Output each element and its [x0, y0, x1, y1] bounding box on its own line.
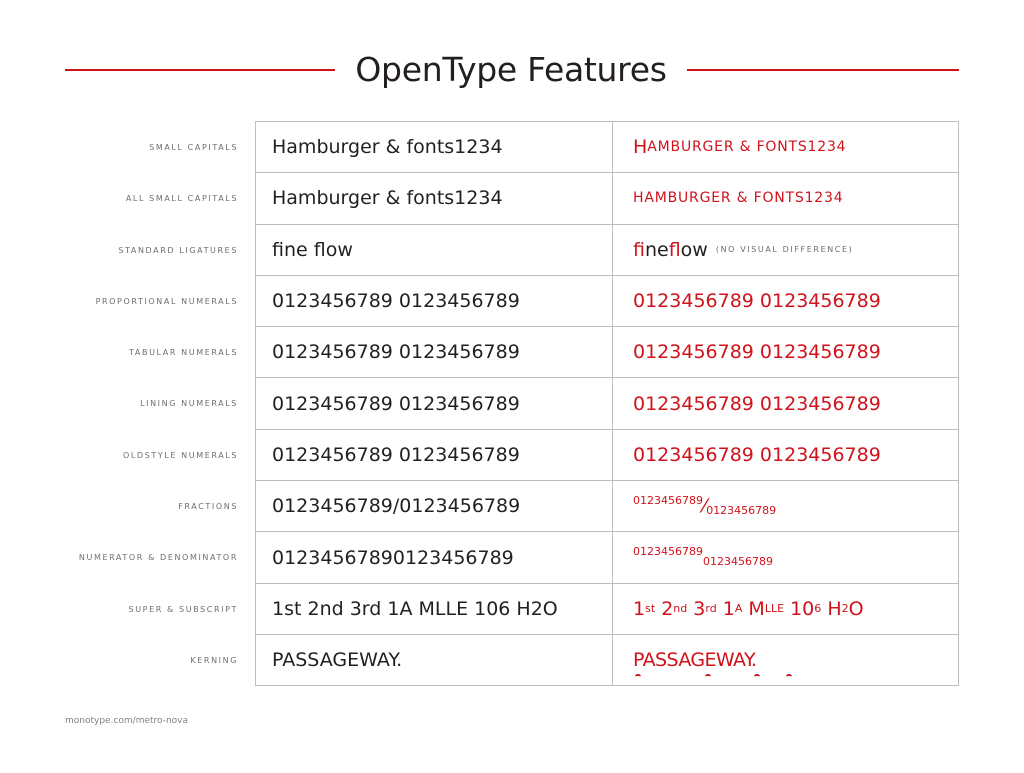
after-cell	[613, 635, 959, 686]
kern-mark	[786, 674, 792, 679]
row-label: OLDSTYLE NUMERALS	[122, 450, 238, 460]
after-small-caps: AMBURGER & FONTS1234	[647, 139, 847, 156]
ligature-fi: fi	[633, 238, 645, 261]
title-bar	[65, 44, 959, 96]
row-label: STANDARD LIGATURES	[118, 245, 238, 255]
numerator: 0123456789	[633, 545, 703, 559]
row-label: PROPORTIONAL NUMERALS	[95, 296, 238, 306]
feature-table	[78, 121, 959, 686]
before-cell: 01234567890123456789	[256, 532, 613, 583]
base-text: 3	[693, 597, 706, 620]
table-row-standard-ligatures	[118, 225, 959, 276]
row-label: LINING NUMERALS	[140, 399, 238, 409]
after-cell	[613, 481, 959, 532]
row-label: ALL SMALL CAPITALS	[125, 194, 238, 204]
denominator: 0123456789	[703, 555, 773, 569]
after-cell	[613, 225, 959, 276]
before-cell: 1st 2nd 3rd 1A MLLE 106 H2O	[256, 584, 613, 635]
after-text: ne	[644, 238, 669, 261]
after-cell: 0123456789 0123456789	[613, 276, 959, 327]
row-label: TABULAR NUMERALS	[129, 348, 238, 358]
before-cell: 0123456789 0123456789	[256, 276, 613, 327]
before-cell: Hamburger & fonts1234	[256, 173, 613, 224]
after-cell: 1 st 2 nd 3 rd 1 A M LLE 10 6 H 2 O	[613, 584, 959, 635]
kerning-text: PASSAGEWAY.	[633, 649, 757, 672]
title-rule-right	[687, 69, 959, 71]
kern-mark	[635, 674, 641, 679]
base-text: 2	[661, 597, 674, 620]
table-row-tabular-numerals	[129, 327, 959, 378]
row-label: KERNING	[190, 655, 238, 665]
after-cell	[613, 122, 959, 173]
before-cell: 0123456789/0123456789	[256, 481, 613, 532]
table-row-numerator-denominator	[78, 532, 959, 583]
kern-mark	[705, 674, 711, 679]
before-cell: 0123456789 0123456789	[256, 327, 613, 378]
after-small-caps: HAMBURGER & FONTS1234	[633, 190, 844, 207]
table-row-kerning	[190, 635, 959, 686]
table-row-super-subscript	[128, 584, 959, 635]
table-row-oldstyle-numerals	[122, 430, 959, 481]
ligature-fl: fl	[668, 238, 681, 261]
base-text: H	[827, 597, 842, 620]
fraction-slash: ⁄	[703, 495, 707, 518]
after-cell: 0123456789 0123456789	[613, 327, 959, 378]
page-title: OpenType Features	[355, 50, 667, 89]
table-row-all-small-capitals	[125, 173, 959, 224]
before-cell: PASSAGEWAY.	[256, 635, 613, 686]
fraction-numerator: 0123456789	[633, 493, 703, 507]
row-label: NUMERATOR & DENOMINATOR	[78, 553, 238, 563]
fraction-denominator: 0123456789	[706, 503, 777, 517]
kerning-sample	[633, 649, 757, 671]
base-text: 1	[722, 597, 735, 620]
after-cell	[613, 532, 959, 583]
after-cell: 0123456789 0123456789	[613, 430, 959, 481]
base-text: 1	[633, 597, 646, 620]
table-row-proportional-numerals	[95, 276, 959, 327]
after-text: ow	[680, 238, 708, 261]
title-rule-left	[65, 69, 335, 71]
before-cell: 0123456789 0123456789	[256, 430, 613, 481]
before-cell: fine flow	[256, 225, 613, 276]
base-text: M	[748, 597, 765, 620]
before-cell: Hamburger & fonts1234	[256, 122, 613, 173]
after-cap: H	[633, 136, 648, 159]
table-row-small-capitals	[149, 122, 959, 173]
kern-mark	[754, 674, 760, 679]
note-text: (NO VISUAL DIFFERENCE)	[715, 245, 854, 255]
table-row-lining-numerals	[140, 378, 959, 429]
after-cell	[613, 173, 959, 224]
footer-url: monotype.com/metro-nova	[65, 716, 189, 726]
base-text: O	[848, 597, 864, 620]
row-label: FRACTIONS	[178, 502, 238, 512]
after-cell: 0123456789 0123456789	[613, 378, 959, 429]
table-row-fractions	[178, 481, 959, 532]
base-text: 10	[790, 597, 815, 620]
row-label: SUPER & SUBSCRIPT	[128, 604, 238, 614]
before-cell: 0123456789 0123456789	[256, 378, 613, 429]
row-label: SMALL CAPITALS	[149, 143, 238, 152]
